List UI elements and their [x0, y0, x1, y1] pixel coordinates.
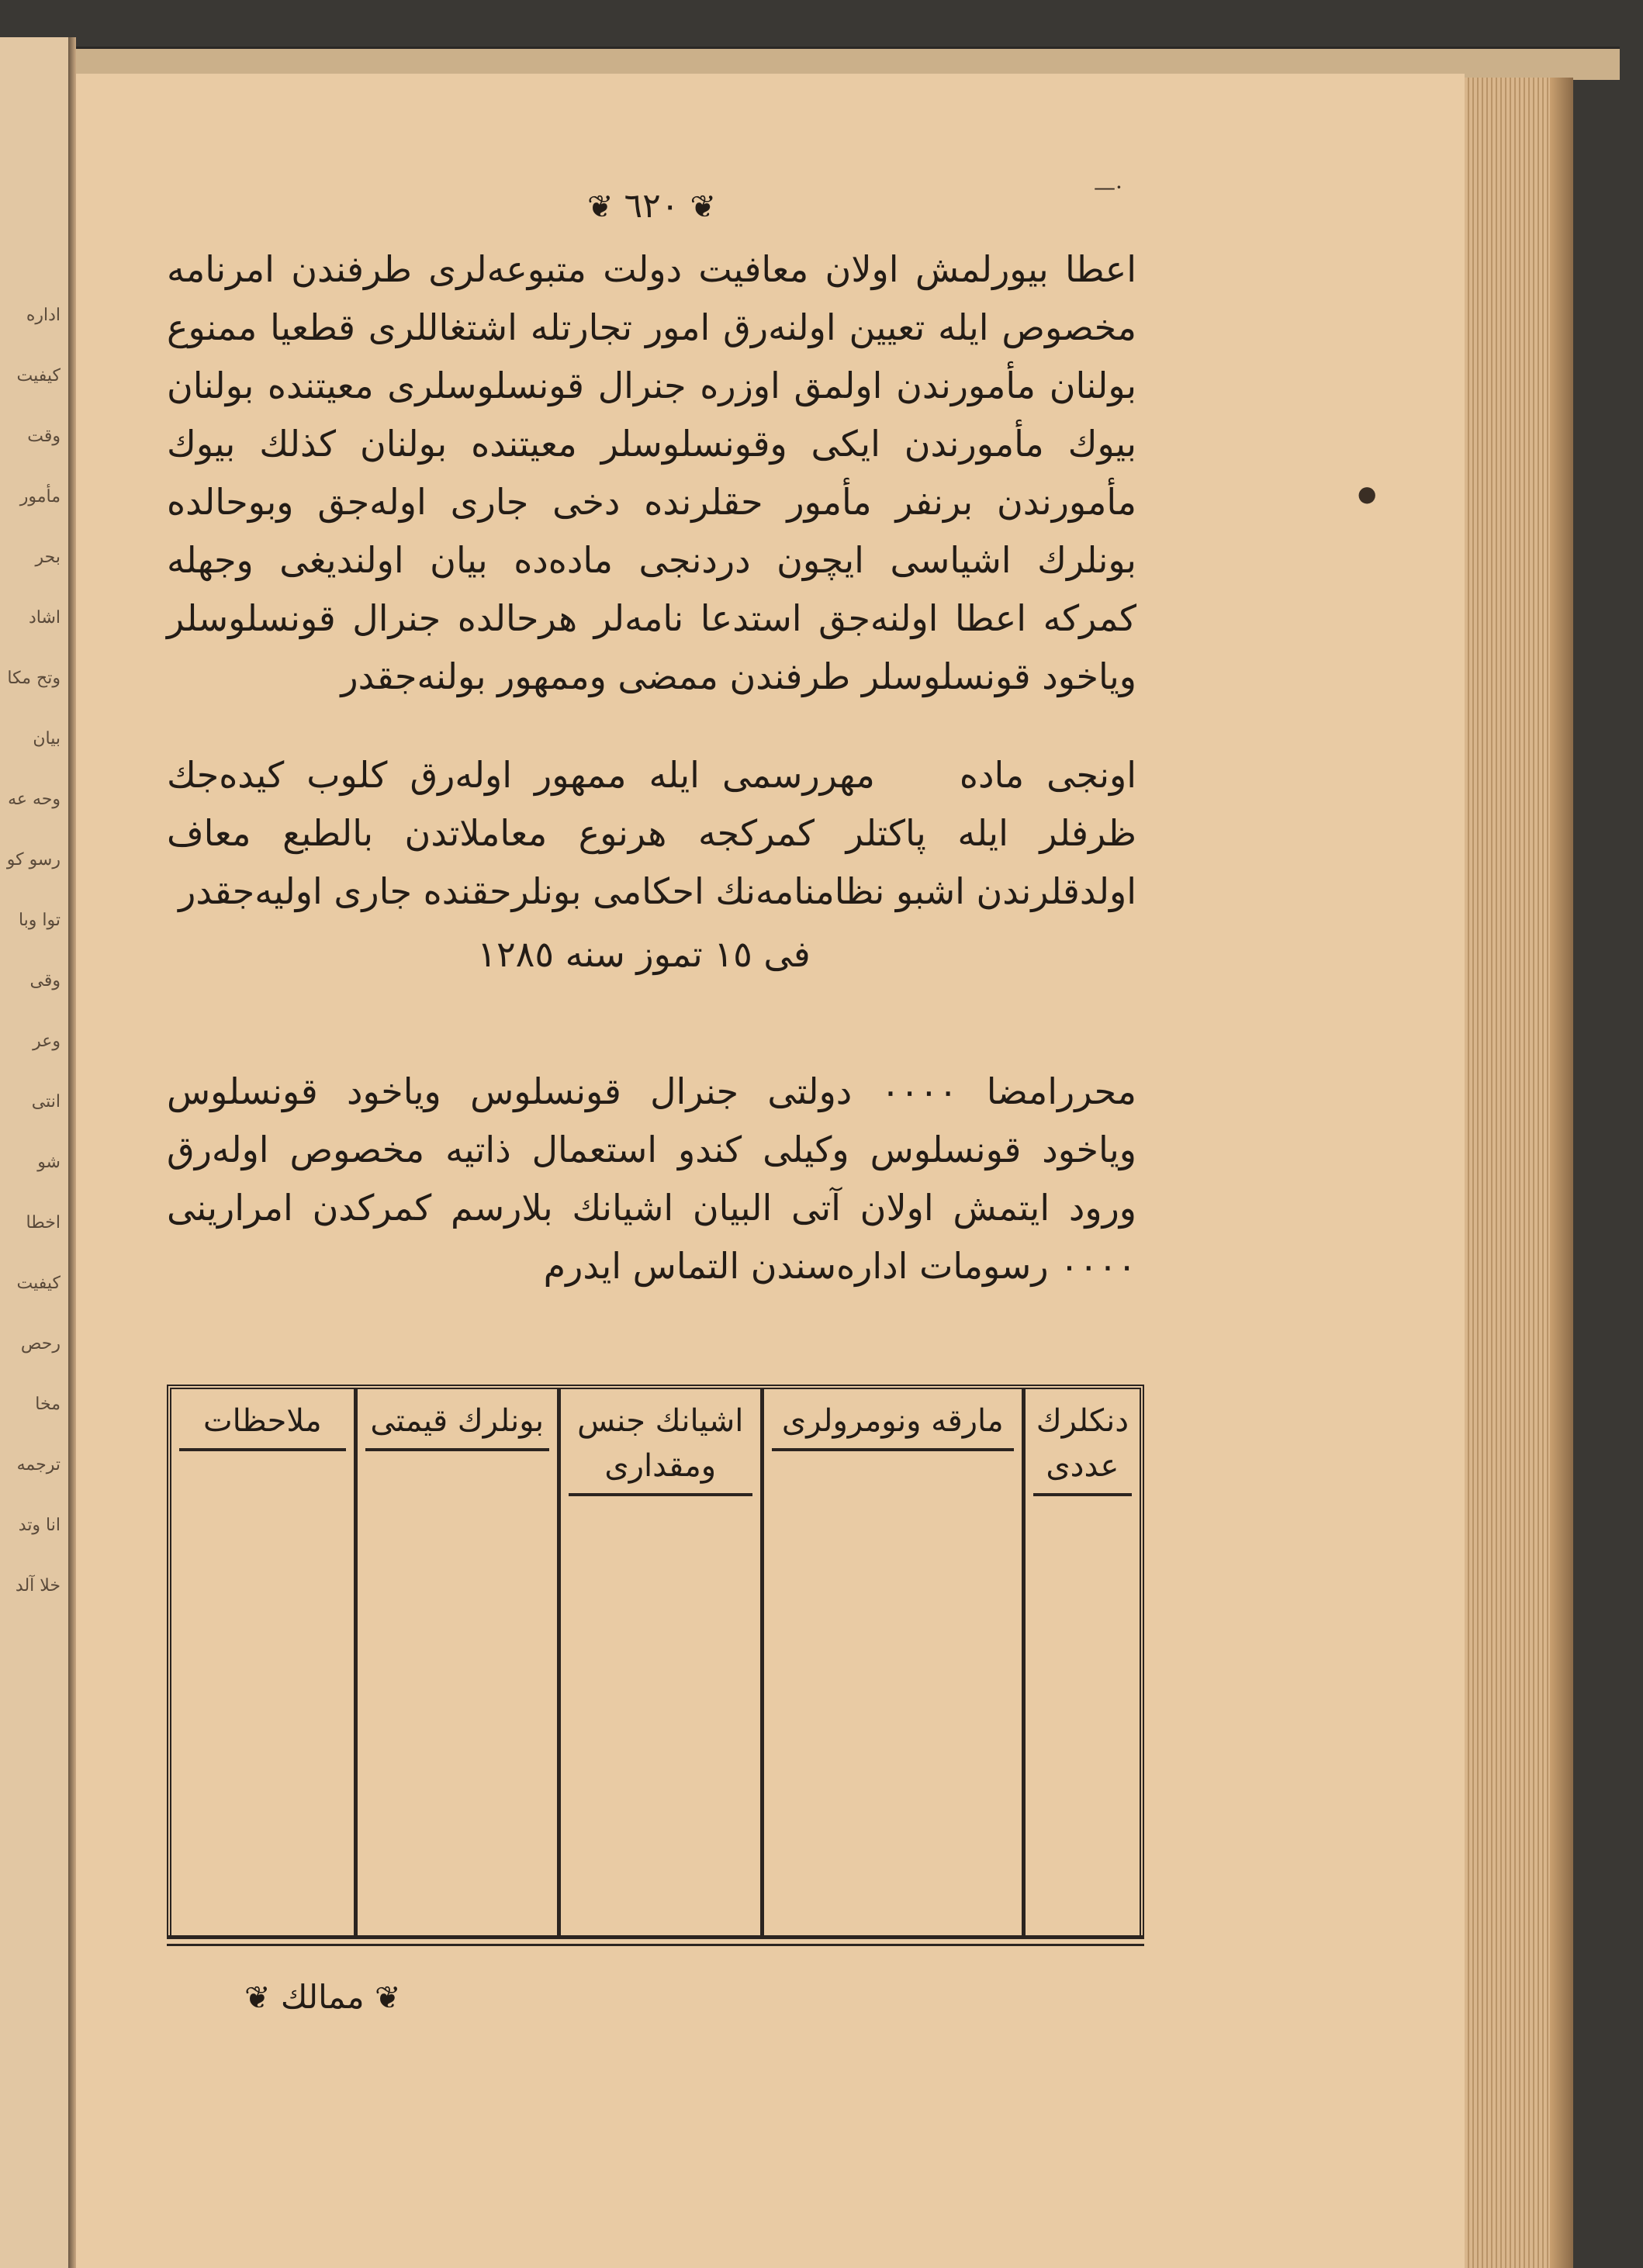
article-body — [167, 746, 1136, 921]
left-page — [0, 37, 71, 2268]
date-line: فی ١٥ تموز سنه ١٢٨٥ — [477, 933, 811, 975]
ink-dot: ● — [1358, 481, 1377, 506]
ornament-icon: ❦ — [587, 189, 614, 225]
article-title: اونجی ماده — [959, 754, 1136, 796]
paragraph-1 — [167, 240, 1136, 706]
table-column — [559, 1389, 762, 1935]
column-header: دنکلرك عددی — [1033, 1398, 1132, 1496]
form-text: محررامضا ۰۰۰۰ دولتی جنرال قونسلوس ویاخود قونسلوس ویاخود قونسلوس وکیلی کندو استعمال ذاتیه مخصوص اوله‌رق ورود ایتمش اولان آتی البیان اشیانك بلارسم کمرکدن امرارینی ۰۰۰۰ رسومات اداره‌سندن التماس ایدرم — [167, 1070, 1136, 1287]
column-header: ملاحظات — [179, 1398, 346, 1451]
ornament-icon: ❦ — [244, 1980, 271, 2016]
page-number — [574, 186, 729, 226]
table-column — [355, 1389, 559, 1935]
form-paragraph — [167, 1063, 1136, 1295]
column-header: بونلرك قیمتی — [365, 1398, 549, 1451]
page-edges — [1465, 78, 1573, 2268]
book-gutter — [68, 37, 76, 2268]
page-rim — [1550, 78, 1573, 2268]
catchword — [244, 1978, 401, 2016]
column-header: اشیانك جنس ومقداری — [569, 1398, 752, 1496]
ornament-icon: ❦ — [690, 189, 716, 225]
declaration-table — [167, 1385, 1144, 1935]
ink-mark: —· — [1094, 175, 1122, 200]
table-bottom-rule — [167, 1935, 1144, 1946]
left-page-edge-text: اداره کیفیت وقت مأمور بحر اشاد وتح مکا بیان وحه عه رسو کو توا وبا وقی وعر انتی شو اخطا کیفیت رحص مخا ترجمه انا وتد خلا آلد — [6, 306, 61, 1596]
column-header: مارقه ونومرولری — [772, 1398, 1014, 1451]
article-text: مهررسمی ایله ممهور اوله‌رق کلوب کیده‌جك ظرفلر ایله پاکتلر کمرکجه هرنوع معاملاتدن بالطبع معاف اولدقلرندن اشبو نظامنامه‌نك احکامی بونلرحقنده جاری اولیه‌جقدر — [167, 754, 1136, 912]
table-column — [762, 1389, 1023, 1935]
ornament-icon: ❦ — [375, 1980, 401, 2016]
page-number-text: ٦٢٠ — [624, 186, 680, 226]
article-10 — [167, 746, 1136, 921]
table-column — [1023, 1389, 1140, 1935]
paragraph-text: اعطا بیورلمش اولان معافیت دولت متبوعه‌لری طرفندن امرنامه مخصوص ایله تعیین اولنه‌رق امور تجارتله اشتغاللری قطعیا ممنوع بولنان مأمورندن اولمق اوزره جنرال قونسلوسلری معیتنده بولنان بیوك مأمورندن ایکی وقونسلوسلر معیتنده بولنان کذلك بیوك مأمورندن برنفر مأمور حقلرنده دخی جاری اوله‌جق وبوحالده بونلرك اشیاسی ایچون دردنجی ماده‌ده بیان اولندیغی وجهله کمرکه اعطا اولنه‌جق استدعا نامه‌لر هرحالده جنرال قونسلوسلر ویاخود قونسلوسلر طرفندن ممضی وممهور بولنه‌جقدر — [167, 248, 1136, 697]
table-column — [171, 1389, 355, 1935]
catchword-text: ممالك — [280, 1978, 365, 2016]
